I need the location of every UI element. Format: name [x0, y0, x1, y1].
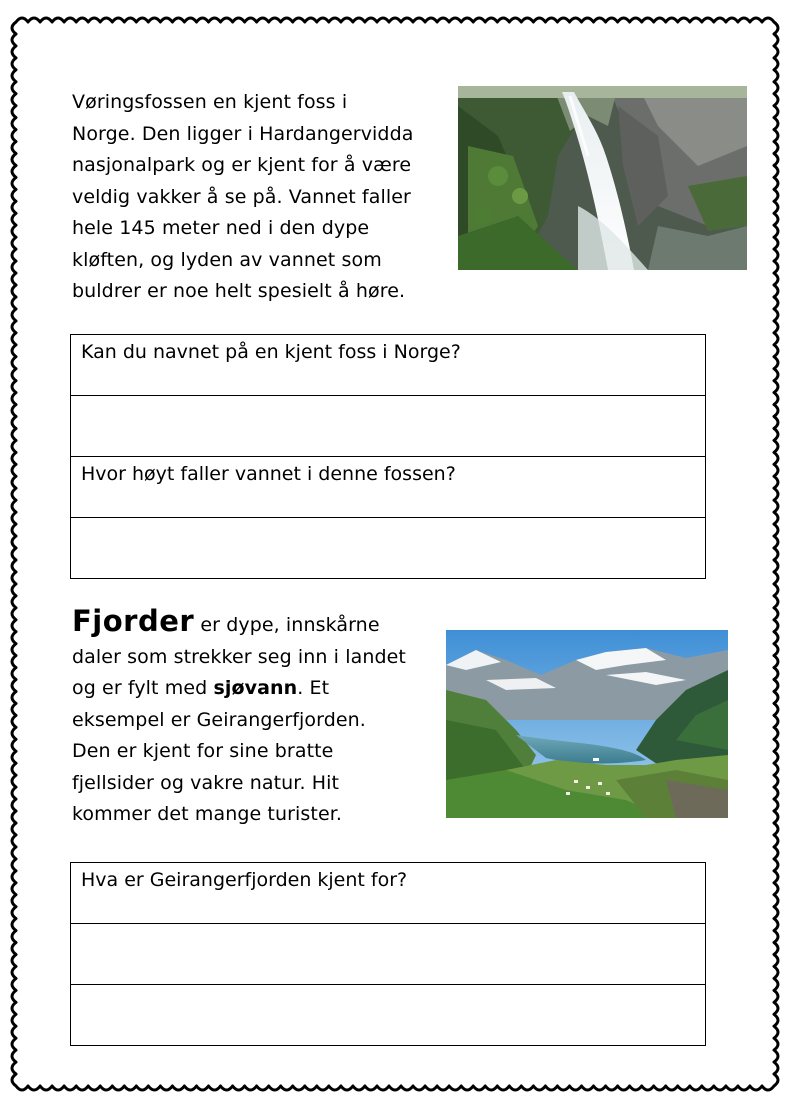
- answer-field-4[interactable]: [71, 985, 706, 1046]
- fjord-text-part1: er dype, innskårne daler som strekker seg inn i landet og er fylt med: [72, 614, 406, 699]
- answer-field-1[interactable]: [71, 396, 706, 457]
- fjord-paragraph: [72, 606, 442, 831]
- question-geirangerfjord: Hva er Geirangerfjorden kjent for?: [71, 863, 706, 924]
- question-famous-waterfall: Kan du navnet på en kjent foss i Norge?: [71, 335, 706, 396]
- sjovann-bold-word: sjøvann: [213, 677, 298, 699]
- waterfall-paragraph: Vøringsfossen en kjent foss i Norge. Den ligger i Hardangervidda nasjonalpark og er kjent for å være veldig vakker å se på. Vannet faller hele 145 meter ned i den dype kløften, og lyden av vannet som buldrer er noe helt spesielt å høre.: [72, 91, 414, 302]
- waterfall-photo: [458, 86, 747, 270]
- answer-field-3[interactable]: [71, 924, 706, 985]
- waterfall-questions-table: [70, 334, 706, 579]
- fjord-photo: [446, 630, 728, 818]
- fjorder-heading-word: Fjorder: [72, 604, 195, 638]
- fjord-text-part2: . Et eksempel er Geirangerfjorden. Den er kjent for sine bratte fjellsider og vakre natur. Hit kommer det mange turister.: [72, 677, 366, 825]
- fjord-questions-table: [70, 862, 706, 1046]
- answer-field-2[interactable]: [71, 518, 706, 579]
- question-waterfall-height: Hvor høyt faller vannet i denne fossen?: [71, 457, 706, 518]
